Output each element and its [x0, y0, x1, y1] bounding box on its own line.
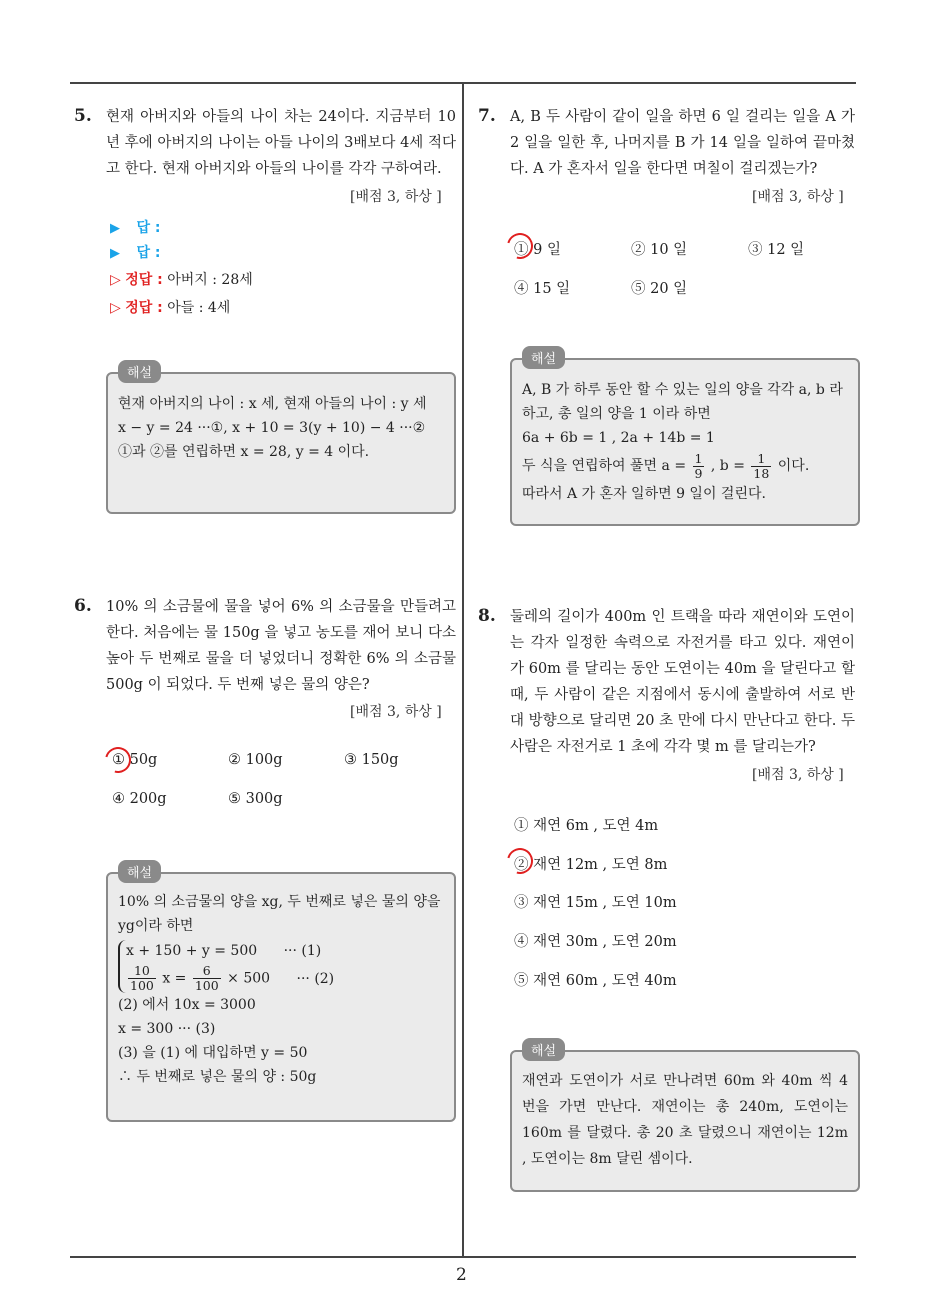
solution-line: ∴ 두 번째로 넣은 물의 양 : 50g: [118, 1069, 317, 1085]
score-tag: [배점 3, 하상 ]: [752, 189, 844, 205]
answer-label: 답 :: [136, 220, 161, 236]
solution-line: 따라서 A 가 혼자 일하면 9 일이 걸린다.: [522, 486, 766, 502]
question-text: A, B 두 사람이 같이 일을 하면 6 일 걸리는 일을 A 가 2 일을 일한 후, 나머지를 B 가 14 일을 일하여 끝마쳤다. A 가 혼자서 일을 한다면 며칠이 걸리겠는가?: [510, 109, 855, 177]
question-number: 8.: [478, 606, 496, 626]
solution-tag: 해설: [522, 1038, 565, 1061]
solution-line: ①과 ②를 연립하면 x = 28, y = 4 이다.: [118, 444, 370, 460]
play-triangle-icon: ▶: [110, 221, 120, 236]
option-3[interactable]: ③ 12 일: [748, 242, 805, 258]
answer-line-1: [110, 217, 160, 237]
score-tag: [배점 3, 하상 ]: [350, 189, 442, 205]
question-number: 5.: [74, 106, 92, 126]
solution-line: 10% 의 소금물의 양을 xg, 두 번째로 넣은 물의 양을 yg이라 하면: [118, 894, 441, 934]
question-text: 현재 아버지와 아들의 나이 차는 24이다. 지금부터 10년 후에 아버지의 나이는 아들 나이의 3배보다 4세 적다고 한다. 현재 아버지와 아들의 나이를 각각 구하여라.: [106, 109, 456, 177]
solution-tag: 해설: [522, 346, 565, 369]
option-3[interactable]: ③ 150g: [344, 752, 399, 768]
answer-label: 답 :: [136, 245, 161, 261]
solution-text: [118, 890, 444, 1089]
option-4[interactable]: ④ 재연 30m , 도연 20m: [514, 934, 677, 950]
correct-line-2: [110, 297, 230, 317]
solution-line: (2) 에서 10x = 3000: [118, 997, 256, 1013]
solution-text: [118, 392, 444, 464]
page-number: 2: [456, 1265, 467, 1285]
question-text: 10% 의 소금물에 물을 넣어 6% 의 소금물을 만들려고 한다. 처음에는 물 150g 을 넣고 농도를 재어 보니 다소 높아 두 번째로 물을 더 넣었더니 정확한 6% 의 소금물 500g 이 되었다. 두 번째 넣은 물의 양은?: [106, 599, 456, 693]
solution-line: x = 300 ··· (3): [118, 1021, 216, 1037]
column-divider: [462, 82, 464, 1258]
solution-line: (3) 을 (1) 에 대입하면 y = 50: [118, 1045, 308, 1061]
fraction: $\frac{1}{18}$: [753, 450, 770, 481]
fraction: $\frac{10}{100}$: [130, 963, 154, 993]
fraction: $\frac{6}{100}$: [194, 963, 219, 993]
option-1[interactable]: ① 재연 6m , 도연 4m: [514, 818, 659, 834]
answer-line-2: [110, 242, 160, 262]
open-triangle-icon: ▷: [110, 272, 121, 288]
open-triangle-icon: ▷: [110, 300, 121, 316]
selected-circle-mark: [100, 742, 136, 778]
solution-line: 현재 아버지의 나이 : x 세, 현재 아들의 나이 : y 세: [118, 396, 427, 412]
option-1[interactable]: ① 9 일: [514, 242, 561, 258]
equation-1: x + 150 + y = 500 ··· (1): [126, 943, 322, 959]
option-2[interactable]: ② 100g: [228, 752, 283, 768]
score-tag: [배점 3, 하상 ]: [752, 767, 844, 783]
question-text: 둘레의 길이가 400m 인 트랙을 따라 재연이와 도연이는 각자 일정한 속력으로 자전거를 타고 있다. 재연이가 60m 를 달리는 동안 도연이는 40m 을 달린다고 할 때, 두 사람이 같은 지점에서 동시에 출발하여 서로 반대 방향으로 달리면 20 초 만에 다시 만난다고 한다. 두 사람은 자전거로 1 초에 각각 몇 m 를 달리는가?: [510, 609, 855, 755]
option-5[interactable]: ⑤ 20 일: [631, 281, 688, 297]
solution-line: 6a + 6b = 1 , 2a + 14b = 1: [522, 430, 715, 446]
bottom-rule: [70, 1256, 856, 1258]
solution-line: A, B 가 하루 동안 할 수 있는 일의 양을 각각 a, b 라 하고, 총 일의 양을 1 이라 하면: [522, 382, 843, 422]
question-number: 7.: [478, 106, 496, 126]
equation-system: [118, 940, 334, 993]
option-5[interactable]: ⑤ 300g: [228, 791, 283, 807]
solution-line: x − y = 24 ···①, x + 10 = 3(y + 10) − 4 ···②: [118, 420, 426, 436]
option-2[interactable]: ② 10 일: [631, 242, 688, 258]
equation-2: $\frac{10}{100}$ x = $\frac{6}{100}$ × 500 ··· (2): [130, 963, 335, 993]
solution-line: 두 식을 연립하여 풀면 a = $\frac{1}{9}$ , b = $\frac{1}{18}$ 이다.: [522, 450, 810, 481]
option-5[interactable]: ⑤ 재연 60m , 도연 40m: [514, 973, 677, 989]
solution-text: [522, 378, 848, 506]
solution-tag: 해설: [118, 860, 161, 883]
play-triangle-icon: ▶: [110, 246, 120, 261]
option-2[interactable]: ② 재연 12m , 도연 8m: [514, 857, 668, 873]
option-4[interactable]: ④ 15 일: [514, 281, 571, 297]
score-tag: [배점 3, 하상 ]: [350, 704, 442, 720]
solution-text: 재연과 도연이가 서로 만나려면 60m 와 40m 씩 4 번을 가면 만난다. 재연이는 총 240m, 도연이는 160m 를 달렸다. 총 20 초 달렸으니 재연이는 12m , 도연이는 8m 달린 셈이다.: [522, 1073, 848, 1167]
fraction: $\frac{1}{9}$: [694, 450, 703, 481]
correct-answer: 아버지 : 28세: [167, 272, 253, 288]
question-number: 6.: [74, 596, 92, 616]
correct-label: 정답 :: [125, 300, 163, 316]
correct-label: 정답 :: [125, 272, 163, 288]
option-3[interactable]: ③ 재연 15m , 도연 10m: [514, 895, 677, 911]
solution-tag: 해설: [118, 360, 161, 383]
correct-line-1: [110, 269, 253, 289]
correct-answer: 아들 : 4세: [167, 300, 231, 316]
option-1[interactable]: ① 50g: [112, 752, 158, 768]
option-4[interactable]: ④ 200g: [112, 791, 167, 807]
